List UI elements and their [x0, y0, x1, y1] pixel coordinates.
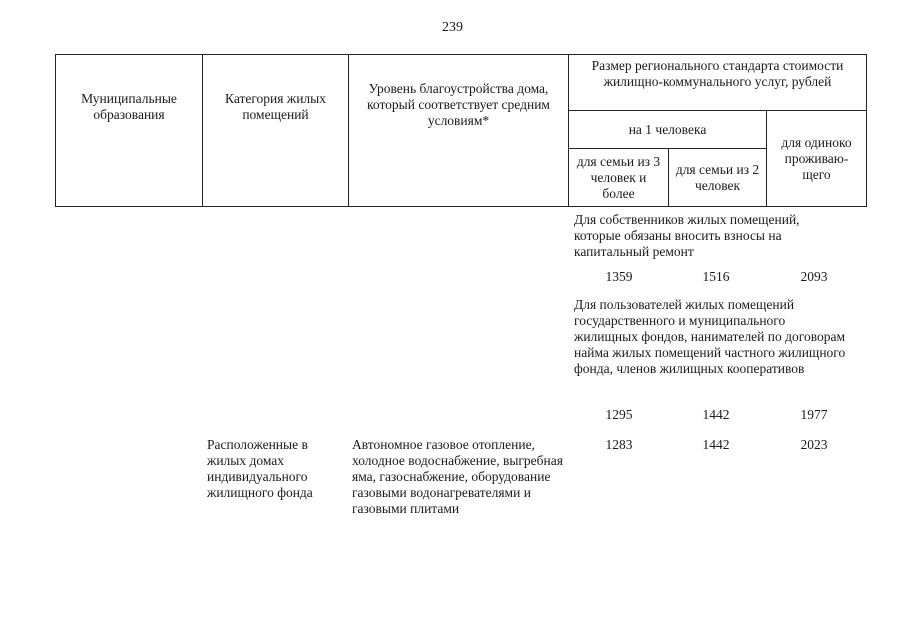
section-note-owners: Для собственников жилых помещений, которые обязаны вносить взносы на капитальный ремонт [574, 212, 800, 259]
value-tenants-family2: 1442 [702, 407, 730, 422]
row-category: Расположенные в жилых домах индивидуального жилищного фонда [207, 437, 313, 500]
header-table [55, 54, 867, 207]
value-owners-family2: 1516 [702, 269, 730, 284]
header-level: Уровень благоустройства дома, который соответствует средним условиям* [349, 55, 569, 207]
header-standard: Размер регионального стандарта стоимости жилищно-коммунального услуг, рублей [569, 55, 867, 111]
value-owners-single: 2093 [800, 269, 828, 284]
value-tenants-single: 1977 [800, 407, 828, 422]
header-family-2: для семьи из 2 человек [669, 149, 767, 207]
header-single: для одиноко проживаю-щего [767, 111, 867, 207]
value-row-family3: 1283 [605, 437, 633, 452]
header-municipal: Муниципальные образования [56, 55, 203, 207]
header-category: Категория жилых помещений [203, 55, 349, 207]
page-number: 239 [442, 20, 463, 35]
header-per-person: на 1 человека [569, 111, 767, 149]
value-tenants-family3: 1295 [605, 407, 633, 422]
value-owners-family3: 1359 [605, 269, 633, 284]
value-row-family2: 1442 [702, 437, 730, 452]
header-family-3: для семьи из 3 человек и более [569, 149, 669, 207]
section-note-tenants: Для пользователей жилых помещений государственного и муниципального жилищных фондов, нанимателей по договорам найма жилых помещений частного жилищного фонда, членов жилищных кооперативов [574, 297, 846, 376]
value-row-single: 2023 [800, 437, 828, 452]
row-level: Автономное газовое отопление, холодное водоснабжение, выгребная яма, газоснабжение, оборудование газовыми водонагревателями и газовыми плитами [352, 437, 563, 516]
